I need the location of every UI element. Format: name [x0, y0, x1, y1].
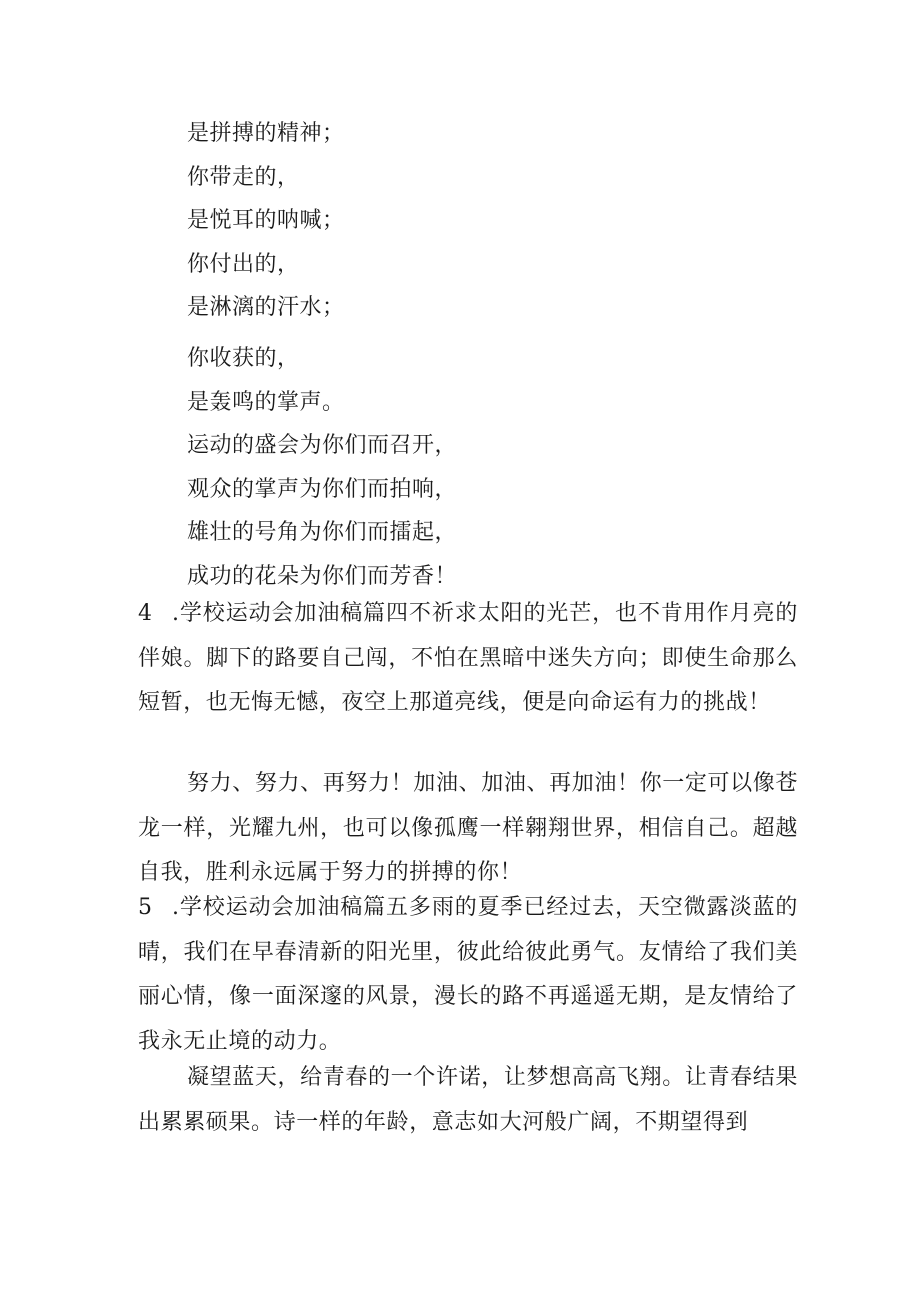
section-5-number: 5: [138, 895, 152, 920]
section-5-text: .学校运动会加油稿篇五多雨的夏季已经过去，天空微露淡蓝的晴，我们在早春清新的阳光里，彼此给彼此勇气。友情给了我们美丽心情，像一面深邃的风景，漫长的路不再遥遥无期，是友情给了我永无止境的动力。: [138, 895, 798, 1054]
section-5-paragraph-2: 凝望蓝天，给青春的一个许诺，让梦想高高飞翔。让青春结果出累累硕果。诗一样的年龄，意志如大河般广阔，不期望得到: [138, 1065, 798, 1135]
verse-line: 你付出的，: [187, 251, 300, 277]
verse-line: 是拼搏的精神；: [187, 121, 345, 146]
verse-line: 雄壮的号角为你们而擂起，: [187, 520, 458, 546]
section-4-paragraph-2: 努力、努力、再努力！加油、加油、再加油！你一定可以像苍龙一样，光耀九州，也可以像孤鹰一样翱翔世界，相信自己。超越自我，胜利永远属于努力的拼搏的你！: [138, 771, 798, 886]
verse-line: 观众的掌声为你们而拍响，: [187, 476, 458, 502]
verse-line: 是轰鸣的掌声。: [187, 389, 345, 415]
verse-line: 你收获的，: [187, 345, 300, 371]
verse-block: [187, 112, 457, 599]
section-4-text: .学校运动会加油稿篇四不祈求太阳的光芒，也不肯用作月亮的伴娘。脚下的路要自己闯，不怕在黑暗中迷失方向；即使生命那么短暂，也无悔无憾，夜空上那道亮线，便是向命运有力的挑战！: [138, 601, 798, 716]
verse-line: 成功的花朵为你们而芳香！: [187, 563, 458, 589]
verse-line: 是悦耳的呐喊；: [187, 208, 345, 234]
verse-line: 运动的盛会为你们而召开，: [187, 433, 458, 459]
section-4-paragraph: [138, 592, 798, 726]
section-5-paragraph: [138, 886, 798, 1064]
verse-line: 你带走的，: [187, 164, 300, 190]
verse-line: 是淋漓的汗水；: [187, 295, 345, 321]
section-4-number: 4: [138, 601, 152, 626]
